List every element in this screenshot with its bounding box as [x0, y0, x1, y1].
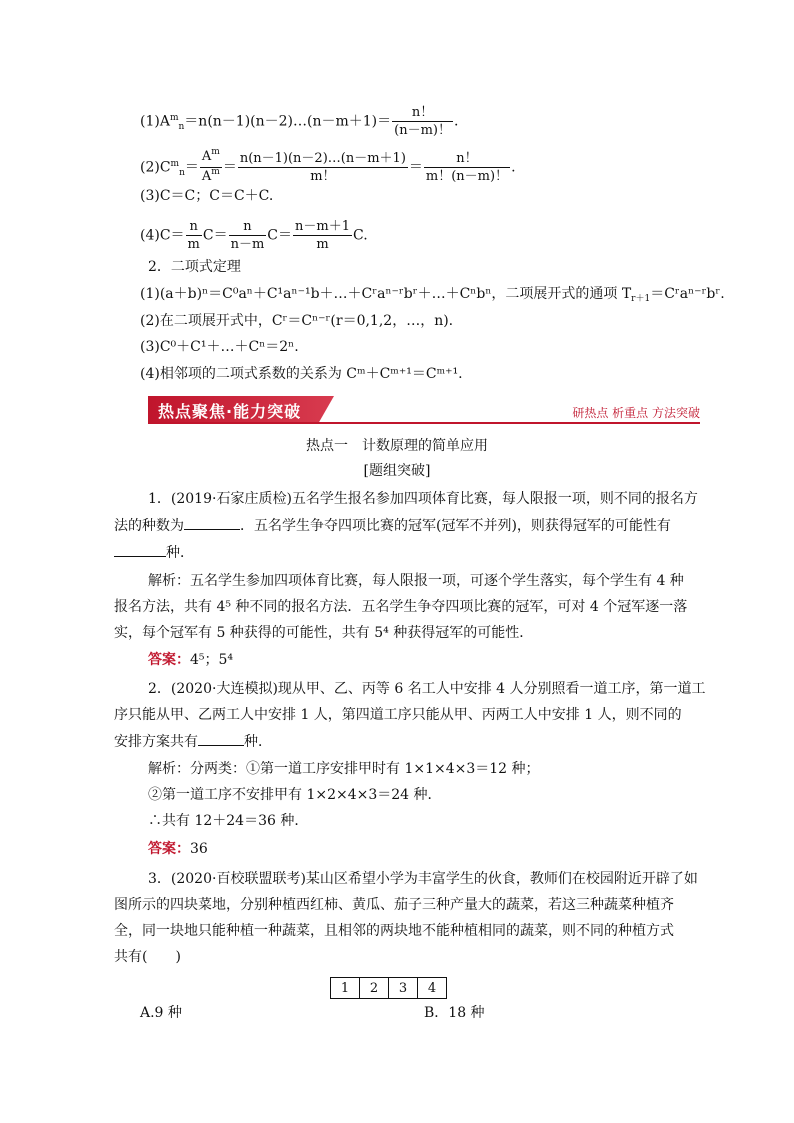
q1-answer: 答案：4⁵；5⁴ — [148, 652, 234, 668]
q3-line-2: 图所示的四块菜地，分别种植西红柿、黄瓜、茄子三种产量大的蔬菜，若这三种蔬菜种植齐 — [114, 897, 674, 913]
q3-line-4: 共有( ) — [114, 949, 181, 965]
section-title: 热点聚焦·能力突破 — [158, 402, 302, 421]
q1-line-2: 法的种数为 ．五名学生争夺四项比赛的冠军(冠军不并列)，则获得冠军的可能性有 — [114, 515, 671, 536]
q3-line-3: 全，同一块地只能种植一种蔬菜，且相邻的两块地不能种植相同的蔬菜，则不同的种植方式 — [114, 923, 674, 939]
formula-4-fraction-1: $\frac{n}{m}$ — [187, 219, 200, 252]
formula-2-lhs: (2)C — [140, 159, 171, 176]
section-header — [148, 396, 700, 422]
theorem-heading: 2．二项式定理 — [148, 259, 241, 275]
q1-line-1: 1．(2019·石家庄质检)五名学生报名参加四项体育比赛，每人限报一项，则不同的报名方 — [148, 491, 698, 507]
q1-blank-2 — [114, 542, 166, 557]
q2-line-1: 2．(2020·大连模拟)现从甲、乙、丙等 6 名工人中安排 4 人分别照看一道工序，第一道工 — [148, 681, 706, 697]
plot-cell: 1 — [331, 978, 360, 999]
group-label: [题组突破] — [363, 463, 431, 479]
formula-4: (4)C＝ $\frac{n}{m}$ C＝ $\frac{n}{n-m}$ C＝ $\frac{n-m+1}{m}$ C. — [140, 219, 368, 252]
formula-2-fraction-1: $\frac{A^m}{A^m}$ — [201, 147, 220, 184]
q3-line-1: 3．(2020·百校联盟联考)某山区希望小学为丰富学生的伙食，教师们在校园附近开辟了如 — [148, 871, 698, 887]
plot-cell: 2 — [360, 978, 389, 999]
q2-line-3: 安排方案共有 种． — [114, 731, 272, 752]
q2-answer: 答案：36 — [148, 841, 208, 857]
hotspot-subtitle: 热点一 计数原理的简单应用 — [306, 438, 488, 454]
q2-blank — [198, 731, 244, 746]
q1-solution-1: 解析：五名学生参加四项体育比赛，每人限报一项，可逐个学生落实，每个学生有 4 种 — [148, 573, 684, 589]
formula-1-middle: ＝n(n－1)(n－2)…(n－m＋1)＝ — [184, 113, 392, 130]
q3-option-b: B．18 种 — [424, 1005, 485, 1021]
theorem-item-3: (3)C⁰＋C¹＋…＋Cⁿ＝2ⁿ. — [140, 339, 299, 355]
formula-1-fraction: $\frac{n!}{(n-m)!}$ — [394, 105, 451, 138]
section-divider — [148, 422, 700, 424]
q1-solution-3: 实，每个冠军有 5 种获得的可能性，共有 5⁴ 种获得冠军的可能性． — [114, 625, 534, 641]
vegetable-plot-grid — [330, 977, 447, 999]
plot-cell: 3 — [389, 978, 418, 999]
q2-line-2: 序只能从甲、乙两工人中安排 1 人，第四道工序只能从甲、丙两工人中安排 1 人，则不同的 — [114, 707, 682, 723]
theorem-item-2: (2)在二项展开式中，Cʳ＝Cⁿ⁻ʳ(r＝0,1,2，…，n). — [140, 313, 454, 329]
q1-solution-2: 报名方法，共有 4⁵ 种不同的报名方法．五名学生争夺四项比赛的冠军，可对 4 个冠军逐一落 — [114, 599, 688, 615]
formula-3: (3)C＝C；C＝C＋C. — [140, 188, 274, 204]
formula-2: $(2)C^m_n=$ $\frac{A^m}{A^m}$ ＝ $\frac{n(n-1)(n-2)\dots(n-m+1)}{m!}$ ＝ $\frac{n!}{m!(n-m)!}$ . — [140, 148, 516, 187]
q2-solution-3: ∴共有 12＋24＝36 种． — [148, 813, 309, 829]
plot-cell: 4 — [418, 978, 447, 999]
q1-line-3: 种． — [114, 542, 194, 563]
formula-1: $(1)A^m_n=n(n-1)(n-2)\dots(n-m+1)=$ $\frac{n!}{(n-m)!}$ . — [140, 105, 459, 138]
theorem-item-4: (4)相邻项的二项式系数的关系为 Cᵐ＋Cᵐ⁺¹＝Cᵐ⁺¹. — [140, 366, 463, 382]
q2-solution-2: ②第一道工序不安排甲有 1×2×4×3＝24 种． — [148, 787, 442, 803]
q1-blank-1 — [184, 515, 240, 530]
section-tags: 研热点 析重点 方法突破 — [572, 406, 700, 420]
formula-2-fraction-2: $\frac{n(n-1)(n-2)\dots(n-m+1)}{m!}$ — [239, 151, 406, 184]
formula-4-fraction-3: $\frac{n-m+1}{m}$ — [295, 219, 350, 252]
q2-solution-1: 解析：分两类：①第一道工序安排甲时有 1×1×4×3＝12 种； — [148, 761, 540, 777]
formula-2-fraction-3: $\frac{n!}{m!(n-m)!}$ — [425, 151, 509, 184]
formula-4-fraction-2: $\frac{n}{n-m}$ — [230, 219, 265, 252]
q3-option-a: A.9 种 — [140, 1005, 182, 1021]
formula-1-lhs: (1)A — [140, 113, 170, 130]
theorem-item-1: (1)(a＋b)ⁿ＝C⁰aⁿ＋C¹aⁿ⁻¹b＋…＋Cʳaⁿ⁻ʳbʳ＋…＋Cⁿbⁿ，二项展开式的通项 $T_{r+1}=Cʳa^{n-}ʳbʳ$. — [140, 286, 725, 304]
